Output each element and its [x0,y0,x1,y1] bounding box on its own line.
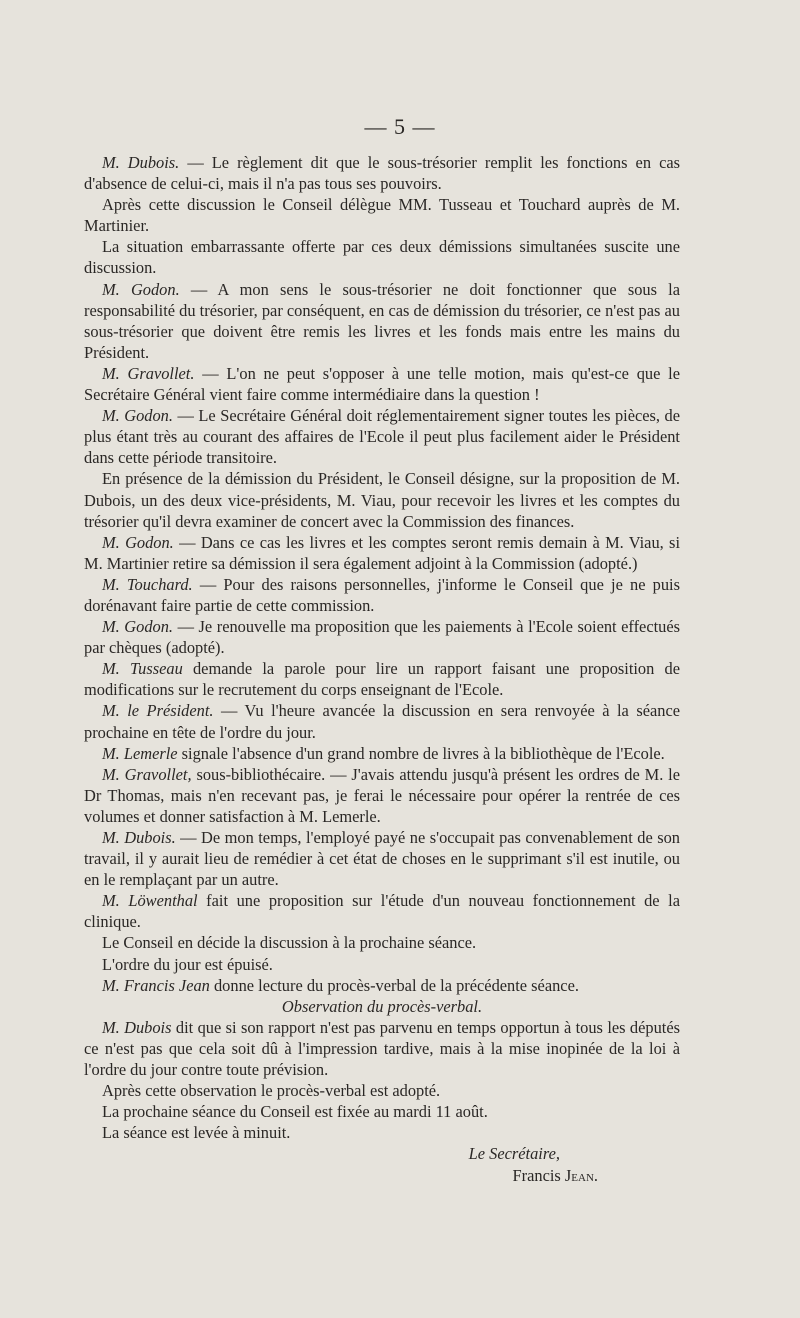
paragraph-text: Après cette observation le procès-verbal est adopté. [102,1081,441,1101]
signature-block [84,1143,680,1185]
paragraph [84,932,680,953]
signature-first-name: Francis [512,1165,561,1185]
paragraph [84,152,680,194]
paragraph [84,743,680,764]
signature-last-name: Jean. [564,1165,598,1185]
paragraph-text: demande la parole pour lire un rapport faisant une proposition de modifications sur le recrutement du corps enseignant de l'Ecole. [84,659,680,700]
paragraph-text: La situation embarrassante offerte par ces deux démissions simultanées suscite une discussion. [84,237,680,278]
document-body [84,152,680,1186]
paragraph [84,954,680,975]
speaker-name: M. Touchard. [102,574,193,594]
speaker-name: M. Francis Jean [102,975,210,995]
paragraph [84,363,680,405]
paragraph-text: La séance est levée à minuit. [102,1123,291,1143]
speaker-name: M. Gravollet, [102,764,192,784]
paragraph-text: — Le Secrétaire Général doit réglementairement signer toutes les pièces, de plus étant très au courant des affaires de l'Ecole il peut plus facilement aider le Président dans cette période transitoire. [84,406,680,468]
paragraph [84,532,680,574]
paragraph-text: — Vu l'heure avancée la discussion en sera renvoyée à la séance prochaine en tête de l'ordre du jour. [84,701,680,742]
signature-name [84,1165,680,1186]
paragraph-text: — L'on ne peut s'opposer à une telle motion, mais qu'est-ce que le Secrétaire Général vient faire comme intermédiaire dans la question ! [84,363,680,405]
paragraph-text: — Pour des raisons personnelles, j'informe le Conseil que je ne puis dorénavant faire partie de cette commission. [84,574,680,615]
paragraph [84,890,680,932]
paragraph-text: L'ordre du jour est épuisé. [102,954,273,974]
speaker-name: M. Godon. [102,617,174,637]
paragraph [84,1122,680,1143]
paragraph-text: — De mon temps, l'employé payé ne s'occupait pas convenablement de son travail, il y aurait lieu de remédier à cet état de choses en le supprimant s'il est inutile, ou en le remplaçant par un autre. [84,828,680,890]
paragraph [84,405,680,468]
paragraph [84,658,680,700]
paragraph-text: — Je renouvelle ma proposition que les paiements à l'Ecole soient effectués par chèques (adopté). [84,617,680,658]
paragraphs-after [84,1017,680,1144]
signature-title: Le Secrétaire, [468,1144,560,1164]
paragraph [84,194,680,236]
paragraph [84,574,680,616]
paragraph [84,764,680,827]
speaker-name: M. Dubois [102,1017,172,1037]
speaker-name: M. Godon. [102,406,173,426]
paragraph [84,700,680,742]
speaker-name: M. le Président. [102,701,214,721]
paragraph [84,616,680,658]
paragraph-text: sous-bibliothécaire. — J'avais attendu jusqu'à présent les ordres de M. le Dr Thomas, mais n'en recevant pas, je ferai le nécessaire pour opérer la rentrée de ces volumes et donner satisfaction à M. Lemerle. [84,764,681,826]
paragraph [84,1017,680,1080]
paragraph-text: Le Conseil en décide la discussion à la prochaine séance. [102,933,477,953]
speaker-name: M. Lemerle [102,743,178,763]
paragraph-text: — Dans ce cas les livres et les comptes seront remis demain à M. Viau, si M. Martinier retire sa démission il sera également adjoint à la Commission (adopté.) [84,532,680,573]
paragraph [84,279,680,363]
paragraph-text: En présence de la démission du Président, le Conseil désigne, sur la proposition de M. Dubois, un des deux vice-présidents, M. Viau, pour recevoir les livres et les comptes du trésorier qu'il devra examiner de concert avec la Commission des finances. [84,469,680,531]
speaker-name: M. Gravollet. [102,363,195,383]
paragraph-text: Après cette discussion le Conseil délègue MM. Tusseau et Touchard auprès de M. Martinier. [84,195,680,236]
paragraph [84,1101,680,1122]
paragraph-text: — Le règlement dit que le sous-trésorier remplit les fonctions en cas d'absence de celui-ci, mais il n'a pas tous ses pouvoirs. [84,153,680,194]
paragraph [84,1080,680,1101]
paragraphs-before [84,152,680,996]
speaker-name: M. Tusseau [102,659,183,679]
paragraph-text: fait une proposition sur l'étude d'un nouveau fonctionnement de la clinique. [84,891,680,932]
paragraph-text: dit que si son rapport n'est pas parvenu en temps opportun à tous les députés ce n'est pas que cela soit dû à l'impression tardive, mais à la mise inopinée de la loi à l'ordre du jour contre toute prévision. [84,1017,680,1080]
speaker-name: M. Godon. [102,279,180,299]
paragraph-text: — A mon sens le sous-trésorier ne doit fonctionner que sous la responsabilité du trésorier, par conséquent, en cas de démission du trésorier, ce n'est pas au sous-trésorier que doivent être remis les livres et les fonds mais entre les mains du Président. [84,279,680,362]
section-title: Observation du procès-verbal. [281,996,483,1016]
speaker-name: M. Godon. [102,532,174,552]
speaker-name: M. Dubois. [102,828,176,847]
paragraph-text: La prochaine séance du Conseil est fixée au mardi 11 août. [102,1102,488,1122]
paragraph [84,468,680,531]
paragraph [84,975,680,996]
speaker-name: M. Dubois. [102,153,180,172]
paragraph-text: signale l'absence d'un grand nombre de livres à la bibliothèque de l'Ecole. [177,743,665,763]
paragraph [84,827,680,890]
paragraph [84,236,680,278]
paragraph-text: donne lecture du procès-verbal de la précédente séance. [209,975,579,995]
speaker-name: M. Löwenthal [102,891,198,911]
page-number: — 5 — [364,114,436,139]
